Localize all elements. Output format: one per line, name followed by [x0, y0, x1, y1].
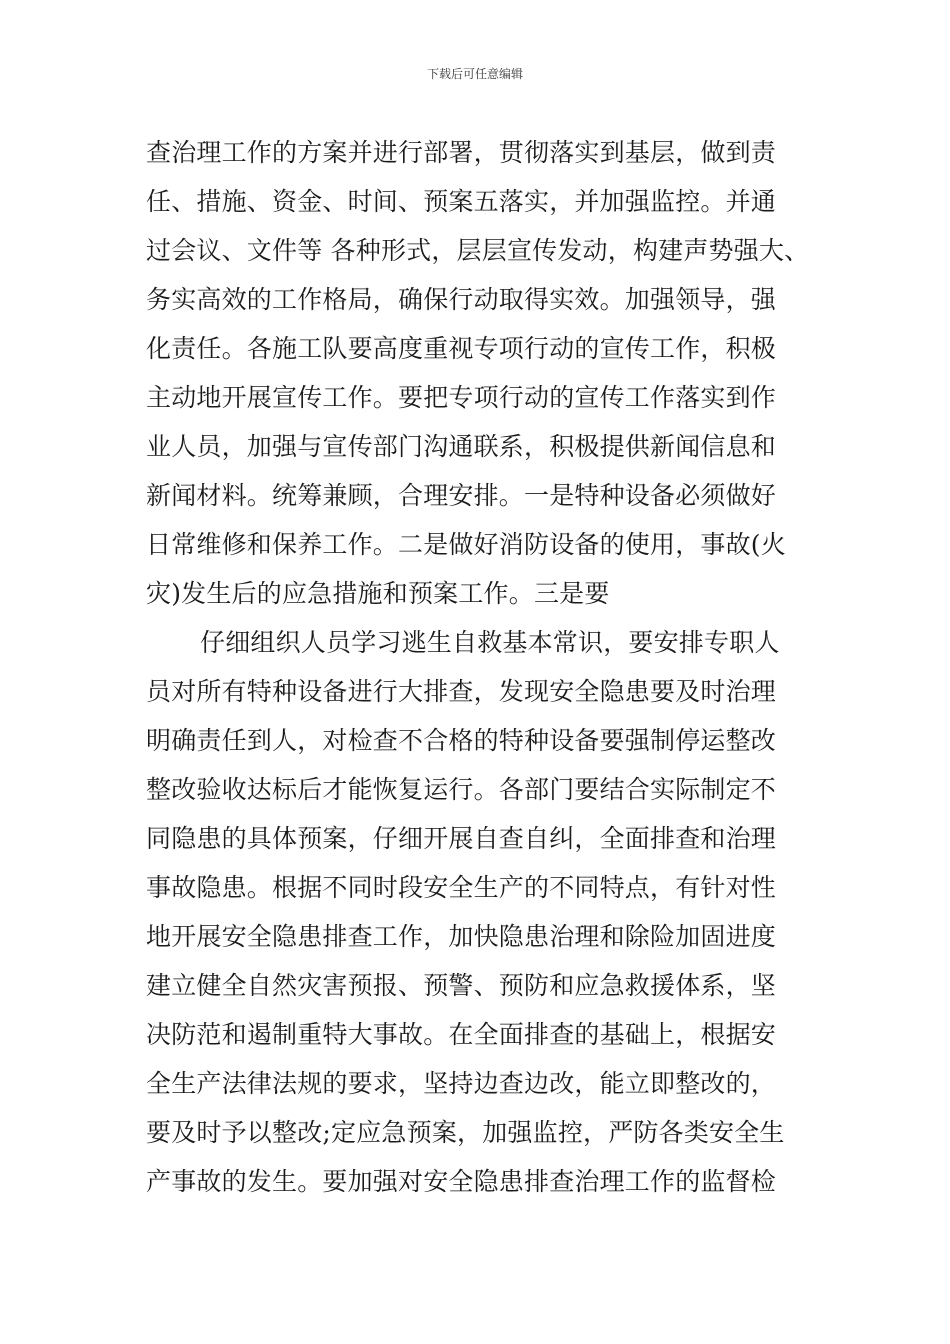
text-line: 明确责任到人，对检查不合格的特种设备要强制停运整改: [146, 726, 777, 755]
text-line: 同隐患的具体预案，仔细开展自查自纠，全面排查和治理: [146, 824, 777, 853]
text-line: 灾)发生后的应急措施和预案工作。三是要: [146, 579, 610, 608]
text-line: 过会议、文件等 各种形式，层层宣传发动，构建声势强大、: [146, 236, 810, 265]
text-line: 员对所有特种设备进行大排查，发现安全隐患要及时治理: [146, 677, 777, 706]
text-line: 业人员，加强与宣传部门沟通联系，积极提供新闻信息和: [146, 432, 777, 461]
paragraph-2: [146, 618, 846, 1206]
text-line-indented: 仔细组织人员学习逃生自救基本常识，要安排专职人: [200, 628, 780, 657]
header-note: 下载后可任意编辑: [426, 67, 523, 81]
paragraph-1: [146, 128, 846, 618]
text-line: 整改验收达标后才能恢复运行。各部门要结合实际制定不: [146, 775, 777, 804]
text-line: 事故隐患。根据不同时段安全生产的不同特点，有针对性: [146, 873, 777, 902]
text-line: 化责任。各施工队要高度重视专项行动的宣传工作，积极: [146, 334, 777, 363]
text-line: 决防范和遏制重特大事故。在全面排查的基础上，根据安: [146, 1020, 777, 1049]
document-body: [146, 128, 846, 1206]
text-line: 全生产法律法规的要求，坚持边查边改，能立即整改的，: [146, 1069, 777, 1098]
text-line: 务实高效的工作格局，确保行动取得实效。加强领导，强: [146, 285, 777, 314]
text-line: 新闻材料。统筹兼顾，合理安排。一是特种设备必须做好: [146, 481, 777, 510]
text-line: 要及时予以整改;定应急预案，加强监控，严防各类安全生: [146, 1118, 785, 1147]
text-line: 查治理工作的方案并进行部署，贯彻落实到基层，做到责: [146, 138, 777, 167]
text-line: 产事故的发生。要加强对安全隐患排查治理工作的监督检: [146, 1167, 777, 1196]
text-line: 主动地开展宣传工作。要把专项行动的宣传工作落实到作: [146, 383, 777, 412]
text-line: 地开展安全隐患排查工作，加快隐患治理和除险加固进度: [146, 922, 777, 951]
text-line: 任、措施、资金、时间、预案五落实，并加强监控。并通: [146, 187, 777, 216]
text-line: 建立健全自然灾害预报、预警、预防和应急救援体系，坚: [146, 971, 777, 1000]
text-line: 日常维修和保养工作。二是做好消防设备的使用，事故(火: [146, 530, 786, 559]
